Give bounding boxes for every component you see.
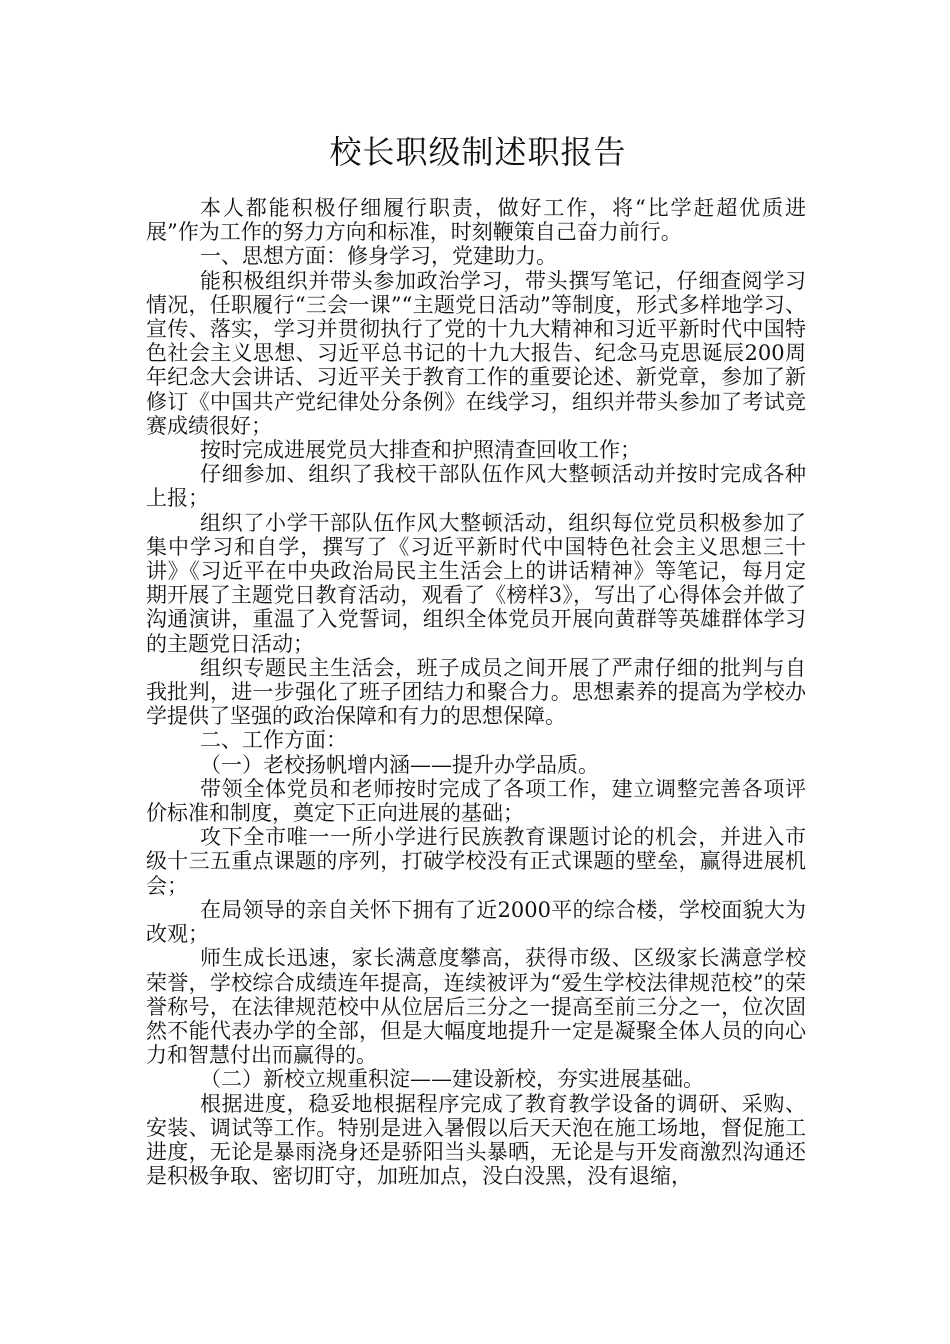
paragraph-member-check: 按时完成进展党员大排查和护照清查回收工作； [200,438,641,463]
paragraph-construction: 根据进度，稳妥地根据程序完成了教育教学设备的调研、采购、安装、调试等工作。特别是进入暑假以后天天泡在施工场地，督促施工进度，无论是暴雨浇身还是骄阳当头暴晒，无论是与开发商激烈沟通还是积极争取、密切盯守，加班加点，没白没黑，没有退缩， [146,1091,806,1189]
paragraph-building: 在局领导的亲自关怀下拥有了近2000平的综合楼，学校面貌大为改观； [146,897,806,947]
document-title: 校长职级制述职报告 [329,133,627,171]
heading-ideology: 一、思想方面：修身学习，党建助力。 [200,244,557,269]
paragraph-democratic-meeting: 组织专题民主生活会，班子成员之间开展了严肃仔细的批判与自我批判，进一步强化了班子团结力和聚合力。思想素养的提高为学校办学提供了坚强的政治保障和有力的思想保障。 [146,655,806,729]
paragraph-cadre-rectification: 仔细参加、组织了我校干部队伍作风大整顿活动并按时完成各种上报； [146,462,806,511]
paragraph-achievements: 师生成长迅速，家长满意度攀高，获得市级、区级家长满意学校荣誉，学校综合成绩连年提高，连续被评为“爱生学校法律规范校”的荣誉称号，在法律规范校中从位居后三分之一提高至前三分之一，位次固然不能代表办学的全部，但是大幅度地提升一定是凝聚全体人员的向心力和智慧付出而赢得的。 [146,946,806,1068]
paragraph-primary-cadre-activity: 组织了小学干部队伍作风大整顿活动，组织每位党员积极参加了集中学习和自学，撰写了《习近平新时代中国特色社会主义思想三十讲》《习近平在中央政治局民主生活会上的讲话精神》等笔记，每月定期开展了主题党日教育活动，观看了《榜样3》，写出了心得体会并做了沟通演讲，重温了入党誓词，组织全体党员开展向黄群等英雄群体学习的主题党日活动； [146,510,806,656]
document-body [146,196,806,1188]
paragraph-political-study: 能积极组织并带头参加政治学习，带头撰写笔记，仔细查阅学习情况，任职履行“三会一课”“主题党日活动”等制度，形式多样地学习、宣传、落实，学习并贯彻执行了党的十九大精神和习近平新时代中国特色社会主义思想、习近平总书记的十九大报告、纪念马克思诞辰200周年纪念大会讲话、习近平关于教育工作的重要论述、新党章，参加了新修订《中国共产党纪律处分条例》在线学习，组织并带头参加了考试竞赛成绩很好； [146,268,806,438]
paragraph-intro: 本人都能积极仔细履行职责，做好工作，将“比学赶超优质进展”作为工作的努力方向和标准，时刻鞭策自己奋力前行。 [146,196,806,245]
subheading-old-campus: （一）老校扬帆增内涵——提升办学品质。 [200,752,599,777]
paragraph-research-project: 攻下全市唯一一所小学进行民族教育课题讨论的机会，并进入市级十三五重点课题的序列，打破学校没有正式课题的壁垒，赢得进展机会； [146,825,806,898]
paragraph-standards: 带领全体党员和老师按时完成了各项工作，建立调整完善各项评价标准和制度，奠定下正向进展的基础； [146,776,806,826]
subheading-new-campus: （二）新校立规重积淀——建设新校，夯实进展基础。 [200,1067,704,1092]
document-page [146,0,806,1188]
heading-work: 二、工作方面： [200,728,347,753]
